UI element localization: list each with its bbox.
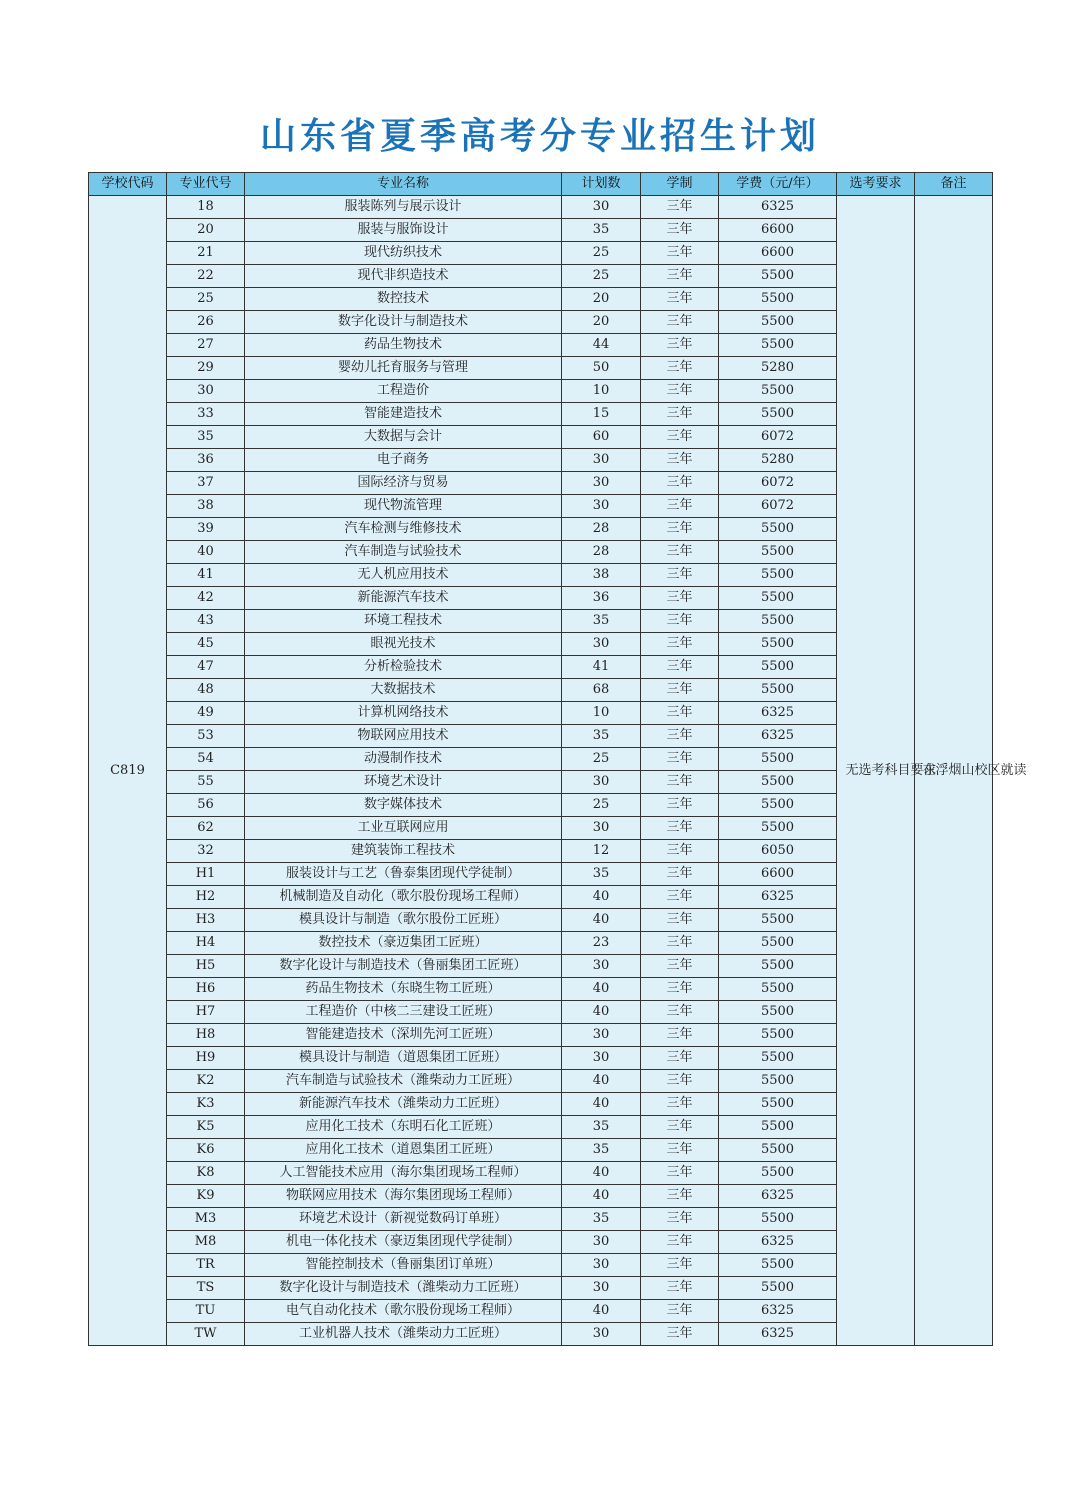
plan-count-cell: 40 xyxy=(562,978,641,1001)
duration-cell: 三年 xyxy=(641,909,719,932)
duration-cell: 三年 xyxy=(641,1254,719,1277)
plan-count-cell: 23 xyxy=(562,932,641,955)
tuition-cell: 5500 xyxy=(719,518,837,541)
plan-count-cell: 30 xyxy=(562,1277,641,1300)
duration-cell: 三年 xyxy=(641,1139,719,1162)
major-name-cell: 物联网应用技术（海尔集团现场工程师） xyxy=(245,1185,562,1208)
duration-cell: 三年 xyxy=(641,311,719,334)
duration-cell: 三年 xyxy=(641,702,719,725)
duration-cell: 三年 xyxy=(641,886,719,909)
duration-cell: 三年 xyxy=(641,1185,719,1208)
plan-count-cell: 60 xyxy=(562,426,641,449)
plan-count-cell: 30 xyxy=(562,633,641,656)
plan-count-cell: 35 xyxy=(562,610,641,633)
tuition-cell: 6050 xyxy=(719,840,837,863)
major-name-cell: 机械制造及自动化（歌尔股份现场工程师） xyxy=(245,886,562,909)
plan-count-cell: 35 xyxy=(562,725,641,748)
major-name-cell: 环境艺术设计（新视觉数码订单班） xyxy=(245,1208,562,1231)
major-name-cell: 无人机应用技术 xyxy=(245,564,562,587)
tuition-cell: 5500 xyxy=(719,771,837,794)
major-code-cell: K2 xyxy=(167,1070,245,1093)
header-remark: 备注 xyxy=(915,173,993,196)
tuition-cell: 5500 xyxy=(719,1093,837,1116)
table-header-row xyxy=(89,173,993,196)
major-name-cell: 电子商务 xyxy=(245,449,562,472)
plan-count-cell: 25 xyxy=(562,794,641,817)
tuition-cell: 5500 xyxy=(719,1139,837,1162)
major-code-cell: 30 xyxy=(167,380,245,403)
duration-cell: 三年 xyxy=(641,932,719,955)
major-code-cell: 48 xyxy=(167,679,245,702)
header-major-name: 专业名称 xyxy=(245,173,562,196)
major-name-cell: 分析检验技术 xyxy=(245,656,562,679)
plan-count-cell: 41 xyxy=(562,656,641,679)
duration-cell: 三年 xyxy=(641,242,719,265)
major-code-cell: H7 xyxy=(167,1001,245,1024)
major-code-cell: 35 xyxy=(167,426,245,449)
major-code-cell: 36 xyxy=(167,449,245,472)
major-name-cell: 眼视光技术 xyxy=(245,633,562,656)
major-code-cell: 39 xyxy=(167,518,245,541)
duration-cell: 三年 xyxy=(641,219,719,242)
plan-count-cell: 30 xyxy=(562,1024,641,1047)
tuition-cell: 6325 xyxy=(719,1323,837,1346)
duration-cell: 三年 xyxy=(641,817,719,840)
duration-cell: 三年 xyxy=(641,1208,719,1231)
plan-count-cell: 20 xyxy=(562,288,641,311)
major-code-cell: K3 xyxy=(167,1093,245,1116)
plan-count-cell: 10 xyxy=(562,702,641,725)
major-code-cell: K6 xyxy=(167,1139,245,1162)
plan-count-cell: 15 xyxy=(562,403,641,426)
major-code-cell: 21 xyxy=(167,242,245,265)
tuition-cell: 5500 xyxy=(719,564,837,587)
major-name-cell: 现代非织造技术 xyxy=(245,265,562,288)
plan-count-cell: 20 xyxy=(562,311,641,334)
remark-text: 在浮烟山校区就读 xyxy=(922,762,1027,778)
major-name-cell: 大数据与会计 xyxy=(245,426,562,449)
major-name-cell: 建筑装饰工程技术 xyxy=(245,840,562,863)
major-name-cell: 服装设计与工艺（鲁泰集团现代学徒制） xyxy=(245,863,562,886)
major-code-cell: 29 xyxy=(167,357,245,380)
major-code-cell: K8 xyxy=(167,1162,245,1185)
tuition-cell: 5500 xyxy=(719,794,837,817)
plan-count-cell: 40 xyxy=(562,1093,641,1116)
header-school-code: 学校代码 xyxy=(89,173,167,196)
tuition-cell: 5500 xyxy=(719,403,837,426)
major-code-cell: 54 xyxy=(167,748,245,771)
duration-cell: 三年 xyxy=(641,196,719,219)
major-code-cell: 27 xyxy=(167,334,245,357)
plan-count-cell: 30 xyxy=(562,771,641,794)
requirement-text: 无选考科目要求 xyxy=(845,762,937,778)
major-name-cell: 工程造价 xyxy=(245,380,562,403)
tuition-cell: 6325 xyxy=(719,196,837,219)
plan-count-cell: 40 xyxy=(562,886,641,909)
duration-cell: 三年 xyxy=(641,1323,719,1346)
duration-cell: 三年 xyxy=(641,1277,719,1300)
plan-count-cell: 25 xyxy=(562,265,641,288)
major-code-cell: H5 xyxy=(167,955,245,978)
major-code-cell: 47 xyxy=(167,656,245,679)
duration-cell: 三年 xyxy=(641,564,719,587)
major-name-cell: 汽车制造与试验技术 xyxy=(245,541,562,564)
plan-count-cell: 44 xyxy=(562,334,641,357)
major-code-cell: K9 xyxy=(167,1185,245,1208)
tuition-cell: 5500 xyxy=(719,656,837,679)
plan-count-cell: 35 xyxy=(562,1208,641,1231)
tuition-cell: 6072 xyxy=(719,495,837,518)
major-code-cell: 26 xyxy=(167,311,245,334)
major-code-cell: M3 xyxy=(167,1208,245,1231)
major-name-cell: 应用化工技术（东明石化工匠班） xyxy=(245,1116,562,1139)
major-name-cell: 婴幼儿托育服务与管理 xyxy=(245,357,562,380)
major-code-cell: 55 xyxy=(167,771,245,794)
tuition-cell: 6325 xyxy=(719,886,837,909)
duration-cell: 三年 xyxy=(641,656,719,679)
duration-cell: 三年 xyxy=(641,771,719,794)
major-name-cell: 工业互联网应用 xyxy=(245,817,562,840)
page-title: 山东省夏季高考分专业招生计划 xyxy=(259,116,820,157)
major-code-cell: 49 xyxy=(167,702,245,725)
plan-count-cell: 28 xyxy=(562,541,641,564)
tuition-cell: 5280 xyxy=(719,357,837,380)
enrollment-plan-table xyxy=(88,172,1027,1346)
header-plan-count: 计划数 xyxy=(562,173,641,196)
tuition-cell: 6072 xyxy=(719,472,837,495)
major-code-cell: 20 xyxy=(167,219,245,242)
school-code-cell: C819 xyxy=(89,196,167,1346)
duration-cell: 三年 xyxy=(641,288,719,311)
duration-cell: 三年 xyxy=(641,978,719,1001)
tuition-cell: 6325 xyxy=(719,1231,837,1254)
major-name-cell: 现代纺织技术 xyxy=(245,242,562,265)
duration-cell: 三年 xyxy=(641,380,719,403)
tuition-cell: 5500 xyxy=(719,1116,837,1139)
plan-count-cell: 30 xyxy=(562,196,641,219)
plan-count-cell: 35 xyxy=(562,219,641,242)
major-name-cell: 模具设计与制造（道恩集团工匠班） xyxy=(245,1047,562,1070)
major-name-cell: 机电一体化技术（豪迈集团现代学徒制） xyxy=(245,1231,562,1254)
plan-count-cell: 40 xyxy=(562,1300,641,1323)
tuition-cell: 6325 xyxy=(719,725,837,748)
duration-cell: 三年 xyxy=(641,679,719,702)
major-name-cell: 模具设计与制造（歌尔股份工匠班） xyxy=(245,909,562,932)
duration-cell: 三年 xyxy=(641,334,719,357)
plan-count-cell: 30 xyxy=(562,1254,641,1277)
plan-count-cell: 25 xyxy=(562,748,641,771)
major-name-cell: 数控技术（豪迈集团工匠班） xyxy=(245,932,562,955)
major-name-cell: 国际经济与贸易 xyxy=(245,472,562,495)
major-code-cell: H8 xyxy=(167,1024,245,1047)
plan-count-cell: 28 xyxy=(562,518,641,541)
duration-cell: 三年 xyxy=(641,472,719,495)
major-code-cell: TW xyxy=(167,1323,245,1346)
tuition-cell: 5500 xyxy=(719,1162,837,1185)
major-name-cell: 工程造价（中核二三建设工匠班） xyxy=(245,1001,562,1024)
header-major-code: 专业代号 xyxy=(167,173,245,196)
major-name-cell: 现代物流管理 xyxy=(245,495,562,518)
major-code-cell: H6 xyxy=(167,978,245,1001)
duration-cell: 三年 xyxy=(641,863,719,886)
plan-count-cell: 30 xyxy=(562,1323,641,1346)
duration-cell: 三年 xyxy=(641,1116,719,1139)
plan-count-cell: 40 xyxy=(562,1162,641,1185)
major-name-cell: 数字媒体技术 xyxy=(245,794,562,817)
plan-count-cell: 30 xyxy=(562,472,641,495)
tuition-cell: 6325 xyxy=(719,1300,837,1323)
duration-cell: 三年 xyxy=(641,1070,719,1093)
plan-count-cell: 50 xyxy=(562,357,641,380)
tuition-cell: 6600 xyxy=(719,863,837,886)
major-code-cell: K5 xyxy=(167,1116,245,1139)
major-name-cell: 服装陈列与展示设计 xyxy=(245,196,562,219)
duration-cell: 三年 xyxy=(641,633,719,656)
duration-cell: 三年 xyxy=(641,1024,719,1047)
duration-cell: 三年 xyxy=(641,587,719,610)
major-code-cell: 33 xyxy=(167,403,245,426)
major-name-cell: 人工智能技术应用（海尔集团现场工程师） xyxy=(245,1162,562,1185)
plan-count-cell: 35 xyxy=(562,863,641,886)
major-code-cell: H9 xyxy=(167,1047,245,1070)
major-name-cell: 智能建造技术 xyxy=(245,403,562,426)
duration-cell: 三年 xyxy=(641,357,719,380)
duration-cell: 三年 xyxy=(641,265,719,288)
tuition-cell: 5500 xyxy=(719,932,837,955)
duration-cell: 三年 xyxy=(641,1300,719,1323)
major-name-cell: 环境工程技术 xyxy=(245,610,562,633)
major-name-cell: 汽车检测与维修技术 xyxy=(245,518,562,541)
tuition-cell: 6072 xyxy=(719,426,837,449)
plan-count-cell: 40 xyxy=(562,1185,641,1208)
tuition-cell: 5500 xyxy=(719,1001,837,1024)
tuition-cell: 5500 xyxy=(719,311,837,334)
plan-count-cell: 30 xyxy=(562,817,641,840)
major-code-cell: 56 xyxy=(167,794,245,817)
duration-cell: 三年 xyxy=(641,518,719,541)
tuition-cell: 6325 xyxy=(719,702,837,725)
tuition-cell: 5500 xyxy=(719,587,837,610)
major-code-cell: 37 xyxy=(167,472,245,495)
major-code-cell: 43 xyxy=(167,610,245,633)
major-name-cell: 药品生物技术 xyxy=(245,334,562,357)
plan-count-cell: 30 xyxy=(562,955,641,978)
major-code-cell: 38 xyxy=(167,495,245,518)
major-code-cell: 22 xyxy=(167,265,245,288)
tuition-cell: 5500 xyxy=(719,817,837,840)
requirement-cell xyxy=(837,196,937,1346)
plan-count-cell: 10 xyxy=(562,380,641,403)
major-name-cell: 电气自动化技术（歌尔股份现场工程师） xyxy=(245,1300,562,1323)
major-code-cell: 25 xyxy=(167,288,245,311)
tuition-cell: 6325 xyxy=(719,1185,837,1208)
major-code-cell: M8 xyxy=(167,1231,245,1254)
major-name-cell: 服装与服饰设计 xyxy=(245,219,562,242)
duration-cell: 三年 xyxy=(641,794,719,817)
major-code-cell: 40 xyxy=(167,541,245,564)
tuition-cell: 5500 xyxy=(719,1277,837,1300)
plan-count-cell: 30 xyxy=(562,449,641,472)
major-code-cell: H4 xyxy=(167,932,245,955)
duration-cell: 三年 xyxy=(641,426,719,449)
duration-cell: 三年 xyxy=(641,541,719,564)
duration-cell: 三年 xyxy=(641,1093,719,1116)
tuition-cell: 5500 xyxy=(719,1024,837,1047)
major-code-cell: TR xyxy=(167,1254,245,1277)
tuition-cell: 5500 xyxy=(719,1047,837,1070)
major-name-cell: 动漫制作技术 xyxy=(245,748,562,771)
major-name-cell: 数字化设计与制造技术 xyxy=(245,311,562,334)
major-code-cell: H1 xyxy=(167,863,245,886)
duration-cell: 三年 xyxy=(641,1162,719,1185)
table-body xyxy=(89,196,1027,1346)
major-code-cell: 41 xyxy=(167,564,245,587)
plan-count-cell: 25 xyxy=(562,242,641,265)
major-name-cell: 药品生物技术（东晓生物工匠班） xyxy=(245,978,562,1001)
plan-count-cell: 35 xyxy=(562,1139,641,1162)
table-row xyxy=(89,196,993,219)
major-name-cell: 数字化设计与制造技术（潍柴动力工匠班） xyxy=(245,1277,562,1300)
tuition-cell: 5280 xyxy=(719,449,837,472)
major-code-cell: H2 xyxy=(167,886,245,909)
tuition-cell: 6600 xyxy=(719,242,837,265)
duration-cell: 三年 xyxy=(641,1231,719,1254)
plan-count-cell: 40 xyxy=(562,1070,641,1093)
tuition-cell: 5500 xyxy=(719,288,837,311)
tuition-cell: 5500 xyxy=(719,1070,837,1093)
duration-cell: 三年 xyxy=(641,840,719,863)
tuition-cell: 5500 xyxy=(719,265,837,288)
header-requirement: 选考要求 xyxy=(837,173,915,196)
major-name-cell: 新能源汽车技术（潍柴动力工匠班） xyxy=(245,1093,562,1116)
major-code-cell: 42 xyxy=(167,587,245,610)
duration-cell: 三年 xyxy=(641,1001,719,1024)
tuition-cell: 5500 xyxy=(719,1208,837,1231)
major-name-cell: 计算机网络技术 xyxy=(245,702,562,725)
major-code-cell: TS xyxy=(167,1277,245,1300)
major-name-cell: 环境艺术设计 xyxy=(245,771,562,794)
major-name-cell: 工业机器人技术（潍柴动力工匠班） xyxy=(245,1323,562,1346)
tuition-cell: 5500 xyxy=(719,541,837,564)
tuition-cell: 5500 xyxy=(719,334,837,357)
duration-cell: 三年 xyxy=(641,449,719,472)
remark-cell xyxy=(915,196,1027,1346)
tuition-cell: 5500 xyxy=(719,955,837,978)
plan-count-cell: 40 xyxy=(562,1001,641,1024)
major-name-cell: 新能源汽车技术 xyxy=(245,587,562,610)
header-duration: 学制 xyxy=(641,173,719,196)
plan-count-cell: 38 xyxy=(562,564,641,587)
plan-count-cell: 68 xyxy=(562,679,641,702)
plan-count-cell: 35 xyxy=(562,1116,641,1139)
duration-cell: 三年 xyxy=(641,955,719,978)
major-name-cell: 数控技术 xyxy=(245,288,562,311)
major-name-cell: 大数据技术 xyxy=(245,679,562,702)
duration-cell: 三年 xyxy=(641,748,719,771)
major-name-cell: 物联网应用技术 xyxy=(245,725,562,748)
plan-count-cell: 30 xyxy=(562,1047,641,1070)
plan-count-cell: 36 xyxy=(562,587,641,610)
duration-cell: 三年 xyxy=(641,1047,719,1070)
tuition-cell: 5500 xyxy=(719,380,837,403)
major-code-cell: 53 xyxy=(167,725,245,748)
tuition-cell: 5500 xyxy=(719,1254,837,1277)
major-code-cell: 32 xyxy=(167,840,245,863)
tuition-cell: 6600 xyxy=(719,219,837,242)
duration-cell: 三年 xyxy=(641,725,719,748)
duration-cell: 三年 xyxy=(641,610,719,633)
plan-count-cell: 30 xyxy=(562,495,641,518)
major-code-cell: H3 xyxy=(167,909,245,932)
tuition-cell: 5500 xyxy=(719,610,837,633)
major-name-cell: 智能控制技术（鲁丽集团订单班） xyxy=(245,1254,562,1277)
tuition-cell: 5500 xyxy=(719,679,837,702)
major-name-cell: 数字化设计与制造技术（鲁丽集团工匠班） xyxy=(245,955,562,978)
major-code-cell: 62 xyxy=(167,817,245,840)
tuition-cell: 5500 xyxy=(719,978,837,1001)
major-code-cell: 18 xyxy=(167,196,245,219)
tuition-cell: 5500 xyxy=(719,909,837,932)
tuition-cell: 5500 xyxy=(719,748,837,771)
major-code-cell: TU xyxy=(167,1300,245,1323)
plan-count-cell: 40 xyxy=(562,909,641,932)
major-name-cell: 汽车制造与试验技术（潍柴动力工匠班） xyxy=(245,1070,562,1093)
duration-cell: 三年 xyxy=(641,495,719,518)
plan-count-cell: 12 xyxy=(562,840,641,863)
duration-cell: 三年 xyxy=(641,403,719,426)
major-code-cell: 45 xyxy=(167,633,245,656)
major-name-cell: 智能建造技术（深圳先河工匠班） xyxy=(245,1024,562,1047)
header-tuition: 学费（元/年） xyxy=(719,173,837,196)
plan-count-cell: 30 xyxy=(562,1231,641,1254)
tuition-cell: 5500 xyxy=(719,633,837,656)
major-name-cell: 应用化工技术（道恩集团工匠班） xyxy=(245,1139,562,1162)
